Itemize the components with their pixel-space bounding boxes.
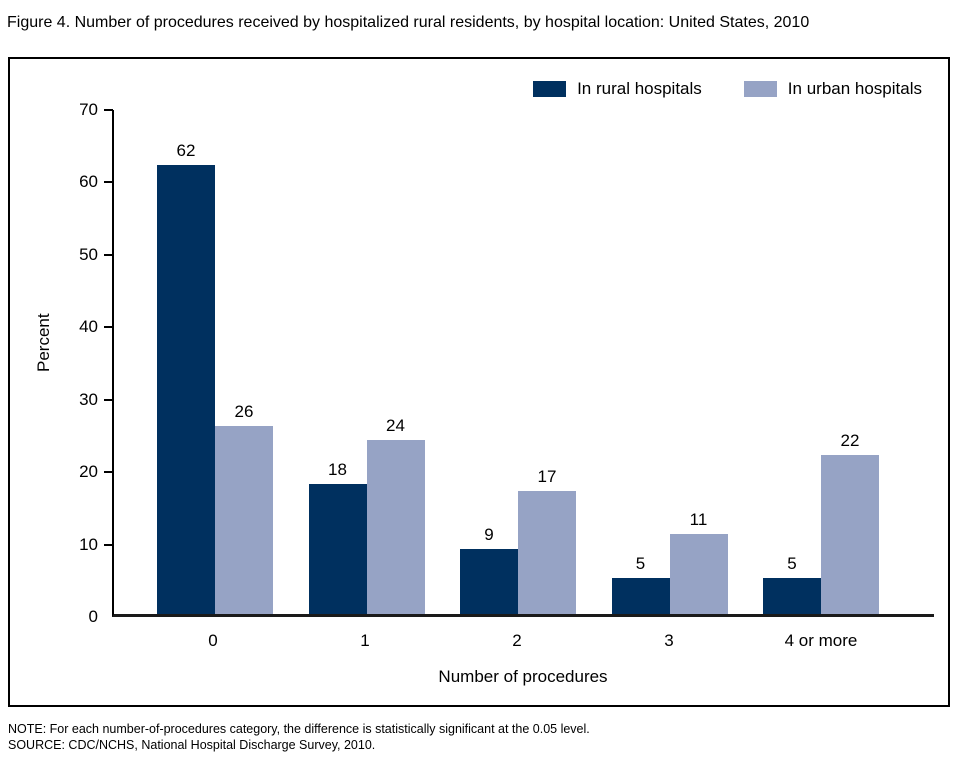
bar-wrap [821,431,879,614]
bar-wrap [309,460,367,614]
bar-wrap [518,467,576,614]
y-tick-label-70: 70 [79,100,98,119]
legend-swatch-icon [744,81,777,97]
bar-in-urban-hospitals [215,426,273,614]
bar-wrap [612,554,670,614]
bar-in-urban-hospitals [367,440,425,614]
bar-group-2 [460,467,576,614]
x-category-label-2: 2 [512,631,522,650]
figure-title: Figure 4. Number of procedures received by hospitalized rural residents, by hospital location: United States, 2010 [7,14,810,31]
bar-group-4-or-more [763,431,879,614]
x-category-labels [112,631,934,651]
y-tick-50 [104,254,113,256]
bar-group-3 [612,510,728,614]
y-tick-40 [104,326,113,328]
x-category-label-0: 0 [208,631,218,650]
x-category-label-1: 1 [360,631,370,650]
legend-swatch-icon [533,81,566,97]
y-tick-10 [104,544,113,546]
y-tick-70 [104,109,113,111]
bar-wrap [460,525,518,614]
bar-value-label: 62 [176,141,196,160]
bar-in-urban-hospitals [518,491,576,614]
y-tick-label-60: 60 [79,172,98,192]
y-tick-label-40: 40 [79,317,98,337]
y-axis-title: Percent [34,313,53,372]
y-tick-label-10: 10 [79,534,98,554]
bar-wrap [763,554,821,614]
bar-in-rural-hospitals [157,165,215,614]
y-tick-label-30: 30 [79,389,98,409]
bar-in-urban-hospitals [821,455,879,614]
bar-group-1 [309,416,425,614]
bar-value-label: 5 [787,554,797,573]
source-text: SOURCE: CDC/NCHS, National Hospital Discharge Survey, 2010. [8,738,376,752]
bar-wrap [367,416,425,614]
bar-value-label: 22 [840,431,860,450]
legend-label: In urban hospitals [787,79,922,98]
legend-label: In rural hospitals [577,79,702,98]
bar-in-rural-hospitals [763,578,821,614]
bar-wrap [215,402,273,614]
bar-wrap [670,510,728,614]
bar-group-0 [157,141,273,614]
bar-in-rural-hospitals [309,484,367,614]
y-tick-20 [104,471,113,473]
x-category-label-4-or-more: 4 or more [784,631,858,650]
bar-value-label: 11 [689,510,708,529]
footnotes [8,721,590,753]
bar-value-label: 5 [635,554,646,573]
bars-row [114,110,934,614]
bar-value-label: 17 [537,467,557,486]
bar-value-label: 9 [484,525,494,544]
y-tick-label-0: 0 [88,607,98,626]
legend [533,79,922,99]
bar-value-label: 26 [234,402,254,421]
bar-value-label: 24 [386,416,405,435]
y-tick-30 [104,399,113,401]
bar-wrap [157,141,215,614]
bar-value-label: 18 [328,460,347,479]
x-axis-title: Number of procedures [438,667,608,686]
legend-item-in-rural-hospitals [533,79,702,99]
plot-area [34,100,934,626]
x-category-label-3: 3 [664,631,674,650]
y-tick-label-50: 50 [79,244,98,264]
chart-frame [8,57,950,707]
note-text: NOTE: For each number-of-procedures category, the difference is statistically significant at the 0.05 level. [8,722,590,736]
legend-item-in-urban-hospitals [744,79,922,99]
bar-in-rural-hospitals [460,549,518,614]
bar-in-rural-hospitals [612,578,670,614]
y-tick-label-20: 20 [79,462,98,482]
bar-in-urban-hospitals [670,534,728,614]
y-tick-60 [104,181,113,183]
